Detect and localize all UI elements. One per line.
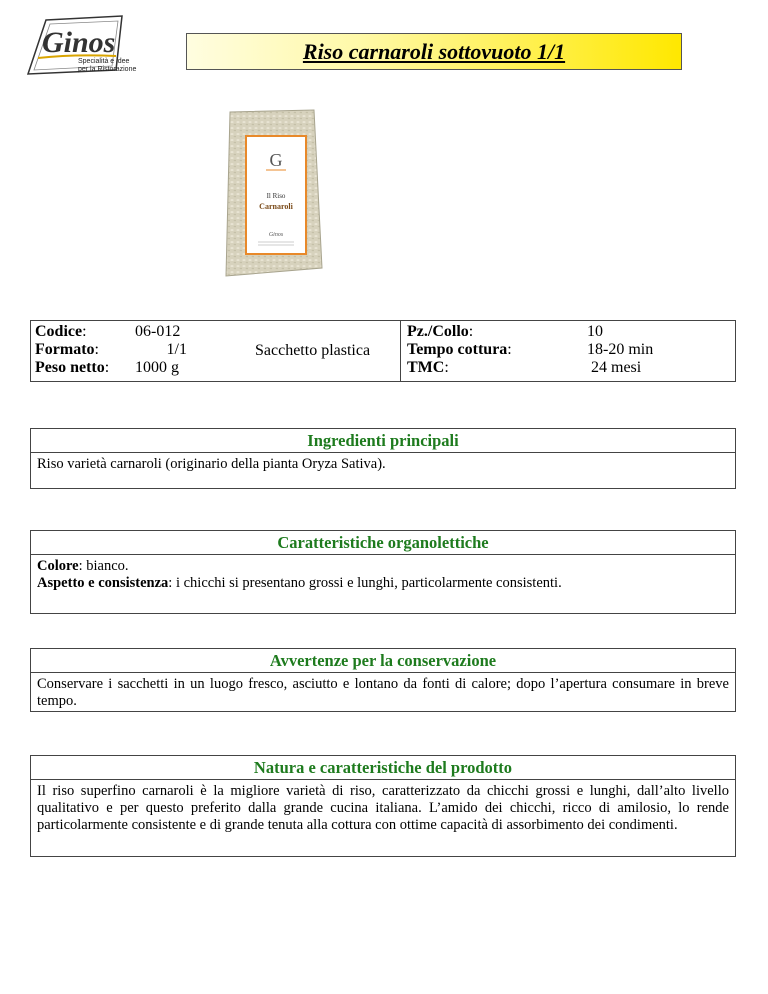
conservazione-text: Conservare i sacchetti in un luogo fresco, asciutto e lontano da fonti di calore; dopo l’apertura consumare in breve tempo. <box>37 676 729 709</box>
tempo-row: Tempo cottura: <box>407 341 512 358</box>
organolettiche-heading: Caratteristiche organolettiche <box>31 531 735 555</box>
pz-row: Pz./Collo: <box>407 323 474 340</box>
package-brand: Ginos <box>268 232 284 238</box>
conservazione-section <box>30 648 736 712</box>
peso-value: 1000 g <box>135 359 179 376</box>
logo-brand-text: Ginos <box>42 26 116 59</box>
page-title: Riso carnaroli sottovuoto 1/1 <box>302 39 566 64</box>
formato-value: 1/1 <box>166 341 187 358</box>
package-line1: Il Riso <box>266 192 286 200</box>
tempo-value: 18-20 min <box>587 341 654 358</box>
logo-tagline <box>78 58 136 74</box>
logo-tagline-line1: Specialità e idee <box>78 58 130 65</box>
tmc-value: 24 mesi <box>591 359 642 376</box>
tmc-row: TMC: <box>407 359 449 376</box>
logo-tagline-line2: per la Ristorazione <box>78 66 137 73</box>
ginos-logo <box>24 14 174 86</box>
package-line2: Carnaroli <box>259 202 293 211</box>
codice-label: Codice <box>35 323 83 340</box>
organolettiche-body <box>31 555 735 592</box>
aspetto-label: Aspetto e consistenza <box>37 575 169 591</box>
ingredienti-text: Riso varietà carnaroli (originario della pianta Oryza Sativa). <box>37 456 386 472</box>
colore-label: Colore <box>37 558 79 574</box>
conservazione-heading: Avvertenze per la conservazione <box>31 649 735 673</box>
formato-label: Formato <box>35 341 95 358</box>
organolettiche-section <box>30 530 736 614</box>
pz-value: 10 <box>587 323 603 340</box>
packaging-type: Sacchetto plastica <box>255 342 371 359</box>
tmc-label: TMC <box>407 359 445 376</box>
peso-row: Peso netto: <box>35 359 110 376</box>
formato-row: Formato: <box>35 341 99 358</box>
natura-text: Il riso superfino carnaroli è la migliore varietà di riso, caratterizzato da chicchi grossi e lunghi, dall’alto livello qualitativo e per questo preferito dalla grande cucina italiana. L’amido dei chicchi, ricco di amilosio, lo rende particolarmente consistente e di grande tenuta alla cottura con ottime capacità di assorbimento dei condimenti. <box>37 783 729 833</box>
aspetto-text: : i chicchi si presentano grossi e lunghi, particolarmente consistenti. <box>168 575 562 591</box>
ingredienti-section <box>30 428 736 489</box>
pz-label: Pz./Collo <box>407 323 469 340</box>
package-initial: G <box>269 150 283 170</box>
colore-text: : bianco. <box>78 558 129 574</box>
codice-value: 06-012 <box>135 323 181 340</box>
product-image <box>218 108 330 285</box>
aspetto-line <box>37 575 729 592</box>
peso-label: Peso netto <box>35 359 105 376</box>
ingredienti-heading: Ingredienti principali <box>31 429 735 453</box>
tempo-label: Tempo cottura <box>407 341 508 358</box>
title-box <box>186 33 682 70</box>
codice-row: Codice: <box>35 323 87 340</box>
natura-heading: Natura e caratteristiche del prodotto <box>31 756 735 780</box>
natura-section <box>30 755 736 857</box>
colore-line <box>37 558 729 575</box>
product-info-table <box>30 320 736 382</box>
info-divider <box>400 321 401 381</box>
